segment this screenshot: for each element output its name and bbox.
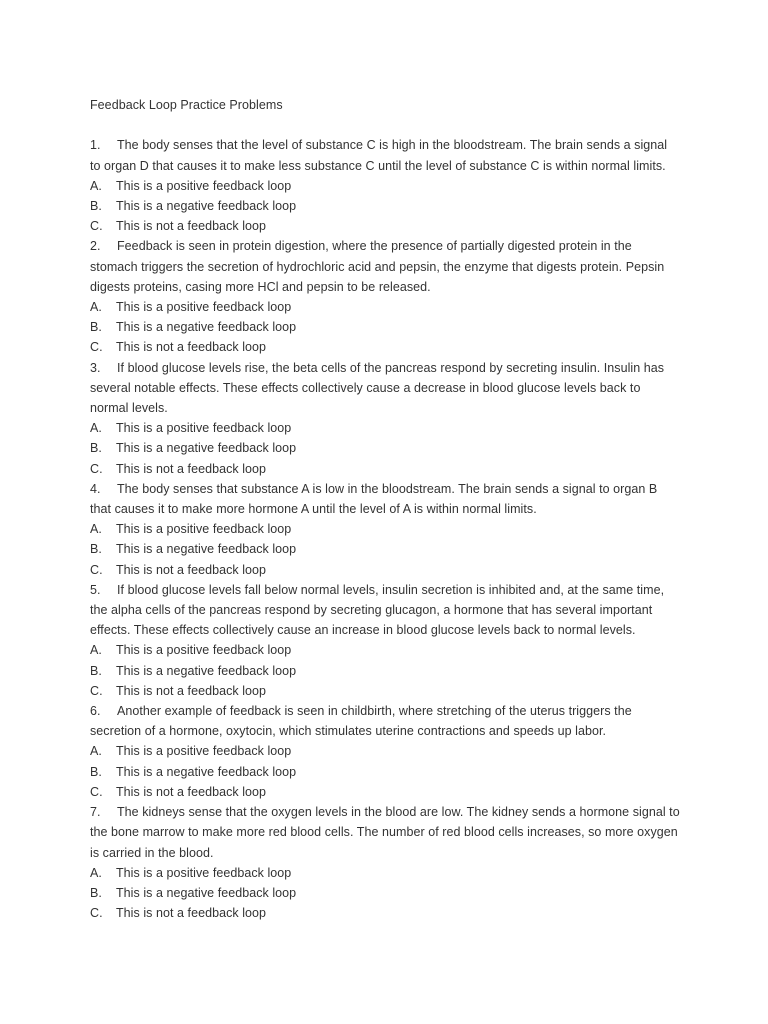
- question-5: [90, 580, 680, 701]
- option-letter: C.: [90, 219, 103, 234]
- option-text: This is a negative feedback loop: [116, 441, 297, 456]
- option-a: [90, 418, 680, 438]
- option-text: This is a negative feedback loop: [116, 199, 297, 213]
- question-body: The kidneys sense that the oxygen levels in the blood are low. The kidney sends a hormone signal to the bone marrow to make more red blood cells. The number of red blood cells increases, so more oxygen is carried in the blood.: [90, 805, 680, 860]
- option-letter: C.: [90, 906, 103, 921]
- option-c: [90, 903, 680, 923]
- question-6: [90, 701, 680, 802]
- question-body: If blood glucose levels rise, the beta cells of the pancreas respond by secreting insulin. Insulin has several notable effects. These effects collectively cause a decrease in blood glucose levels back to normal levels.: [90, 360, 665, 416]
- question-3: [90, 358, 680, 479]
- option-text: This is not a feedback loop: [116, 906, 267, 921]
- option-letter: A.: [90, 522, 102, 537]
- option-text: This is a negative feedback loop: [116, 320, 297, 335]
- question-number: 3.: [90, 360, 101, 375]
- option-text: This is a negative feedback loop: [116, 542, 297, 557]
- option-text: This is a positive feedback loop: [116, 643, 292, 658]
- option-text: This is not a feedback loop: [116, 219, 267, 234]
- option-letter: C.: [90, 340, 103, 355]
- option-letter: B.: [90, 764, 102, 779]
- question-text: [90, 358, 680, 419]
- option-text: This is a positive feedback loop: [116, 744, 292, 759]
- option-text: This is a positive feedback loop: [116, 300, 292, 315]
- option-letter: A.: [90, 744, 102, 759]
- question-text: [90, 802, 680, 863]
- question-number: 5.: [90, 582, 101, 597]
- option-b: [90, 661, 680, 681]
- option-c: [90, 560, 680, 580]
- option-text: This is a negative feedback loop: [116, 885, 297, 900]
- option-c: [90, 337, 680, 357]
- question-text: [90, 236, 680, 297]
- option-text: This is a positive feedback loop: [116, 865, 292, 880]
- option-letter: A.: [90, 421, 102, 436]
- option-letter: A.: [90, 300, 102, 315]
- option-text: This is not a feedback loop: [116, 340, 267, 355]
- option-text: This is not a feedback loop: [116, 562, 267, 577]
- option-c: [90, 216, 680, 236]
- option-b: [90, 196, 680, 216]
- option-b: [90, 539, 680, 559]
- option-letter: C.: [90, 562, 103, 577]
- option-b: [90, 883, 680, 903]
- question-7: [90, 802, 680, 923]
- option-c: [90, 459, 680, 479]
- option-a: [90, 863, 680, 883]
- option-text: This is a positive feedback loop: [116, 178, 292, 193]
- question-text: [90, 135, 680, 175]
- option-c: [90, 681, 680, 701]
- option-text: This is not a feedback loop: [116, 683, 267, 698]
- option-b: [90, 317, 680, 337]
- option-a: [90, 640, 680, 660]
- option-text: This is not a feedback loop: [116, 461, 267, 476]
- option-letter: A.: [90, 178, 102, 193]
- option-text: This is a negative feedback loop: [116, 663, 297, 678]
- option-a: [90, 519, 680, 539]
- question-1: [90, 135, 680, 236]
- option-a: [90, 176, 680, 196]
- option-letter: C.: [90, 683, 103, 698]
- document-body: [90, 95, 680, 923]
- question-4: [90, 479, 680, 580]
- option-a: [90, 297, 680, 317]
- option-letter: C.: [90, 461, 103, 476]
- option-letter: B.: [90, 885, 102, 900]
- option-letter: A.: [90, 643, 102, 658]
- option-b: [90, 438, 680, 458]
- option-text: This is a negative feedback loop: [116, 764, 297, 779]
- question-body: Feedback is seen in protein digestion, where the presence of partially digested protein in the stomach triggers the secretion of hydrochloric acid and pepsin, the enzyme that digests protein. Pepsin digests proteins, casing more HCl and pepsin to be released.: [90, 239, 665, 294]
- question-2: [90, 236, 680, 357]
- question-text: [90, 701, 680, 741]
- option-letter: B.: [90, 320, 102, 335]
- question-number: 6.: [90, 704, 101, 719]
- option-c: [90, 782, 680, 802]
- question-number: 2.: [90, 239, 101, 254]
- question-body: The body senses that the level of substance C is high in the bloodstream. The brain sends a signal to organ D that causes it to make less substance C until the level of substance C is within normal limits.: [90, 138, 668, 173]
- question-number: 1.: [90, 138, 101, 153]
- question-number: 4.: [90, 481, 101, 496]
- option-letter: C.: [90, 784, 103, 799]
- question-text: [90, 580, 680, 641]
- option-letter: B.: [90, 663, 102, 678]
- option-text: This is not a feedback loop: [116, 784, 267, 799]
- option-a: [90, 741, 680, 761]
- option-letter: B.: [90, 199, 102, 213]
- document-title: Feedback Loop Practice Problems: [90, 98, 283, 112]
- question-text: [90, 479, 680, 519]
- question-body: If blood glucose levels fall below normal levels, insulin secretion is inhibited and, at the same time, the alpha cells of the pancreas respond by secreting glucagon, a hormone that has several important effects. These effects collectively cause an increase in blood glucose levels back to normal levels.: [90, 582, 665, 638]
- option-letter: A.: [90, 865, 102, 880]
- option-letter: B.: [90, 542, 102, 557]
- option-b: [90, 762, 680, 782]
- option-letter: B.: [90, 441, 102, 456]
- question-body: The body senses that substance A is low in the bloodstream. The brain sends a signal to organ B that causes it to make more hormone A until the level of A is within normal limits.: [90, 481, 658, 517]
- question-number: 7.: [90, 805, 101, 820]
- question-body: Another example of feedback is seen in childbirth, where stretching of the uterus triggers the secretion of a hormone, oxytocin, which stimulates uterine contractions and speeds up labor.: [90, 704, 632, 739]
- option-text: This is a positive feedback loop: [116, 421, 292, 436]
- option-text: This is a positive feedback loop: [116, 522, 292, 537]
